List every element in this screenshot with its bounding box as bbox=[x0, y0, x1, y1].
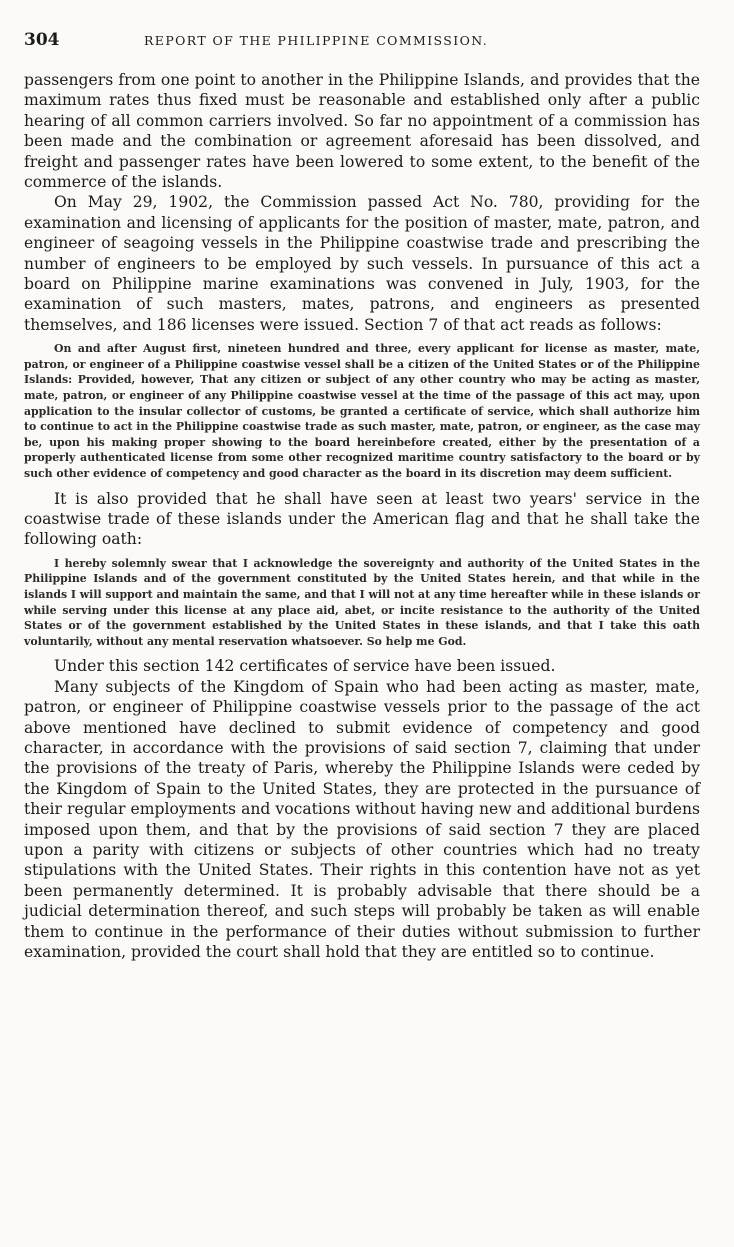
quote-section-7: On and after August first, nineteen hundred and three, every applicant for license as master, mate, patron, or engineer of a Philippine coastwise vessel shall be a citizen of the United States or of the Philippine Islands: Provided, however, That any citizen or subject of any other country who may be acting as master, mate, patron, or engineer of any Philippine coastwise vessel at the time of the passage of this act may, upon application to the insular collector of customs, be granted a certificate of service, which shall authorize him to continue to act in the Philippine coastwise trade as such master, mate, patron, or engineer, as the case may be, upon his making proper showing to the board hereinbefore created, either by the presentation of a properly authenticated license from some other recognized maritime country satisfactory to the board or by such other evidence of competency and good character as the board in its discretion may deem sufficient. bbox=[24, 342, 700, 481]
running-head: REPORT OF THE PHILIPPINE COMMISSION. bbox=[144, 33, 489, 48]
paragraph-certificates: Under this section 142 certificates of service have been issued. bbox=[54, 657, 556, 676]
paragraph-spain-subjects: Many subjects of the Kingdom of Spain who had been acting as master, mate, patron, or engineer of Philippine coastwise vessels prior to the passage of the act above mentioned have declined to submit evidence of competency and good character, in accordance with the provisions of said section 7, claiming that under the provisions of the treaty of Paris, whereby the Philippine Islands were ceded by the Kingdom of Spain to the United States, they are protected in the pursuance of their regular employments and vocations without having new and additional burdens imposed upon them, and that by the provisions of said section 7 they are placed upon a parity with citizens or subjects of other countries which had no treaty stipulations with the United States. Their rights in this contention have not as yet been permanently determined. It is probably advisable that there should be a judicial determination thereof, and such steps will probably be taken as will enable them to continue in the performance of their duties without submission to further examination, provided the court shall hold that they are entitled so to continue. bbox=[24, 677, 700, 962]
document-page bbox=[24, 30, 700, 963]
paragraph-continued: passengers from one point to another in the Philippine Islands, and provides that the maximum rates thus fixed must be reasonable and established only after a public hearing of all common carriers involved. So far no appointment of a commission has been made and the combination or agreement aforesaid has been dissolved, and freight and passenger rates have been lowered to some extent, to the benefit of the commerce of the islands. bbox=[24, 71, 700, 192]
page-number: 304 bbox=[24, 30, 60, 50]
quote-oath: I hereby solemnly swear that I acknowledge the sovereignty and authority of the United States in the Philippine Islands and of the government constituted by the United States herein, and that while in the islands I will support and maintain the same, and that I will not at any time hereafter while in these islands or while serving under this license at any place aid, abet, or incite resistance to the authority of the United States or of the government established by the United States in these islands, and that I take this oath voluntarily, without any mental reservation whatsoever. So help me God. bbox=[24, 556, 700, 648]
page-header bbox=[24, 30, 700, 58]
body-text bbox=[24, 70, 700, 963]
paragraph-service-requirement: It is also provided that he shall have seen at least two years' service in the coastwise trade of these islands under the American flag and that he shall take the following oath: bbox=[24, 489, 700, 549]
paragraph-act-780: On May 29, 1902, the Commission passed Act No. 780, providing for the examination and licensing of applicants for the position of master, mate, patron, and engineer of seagoing vessels in the Philippine coastwise trade and prescribing the number of engineers to be employed by such vessels. In pursuance of this act a board on Philippine marine examinations was convened in July, 1903, for the examination of such masters, mates, patrons, and engineers as presented themselves, and 186 licenses were issued. Section 7 of that act reads as follows: bbox=[24, 193, 700, 334]
